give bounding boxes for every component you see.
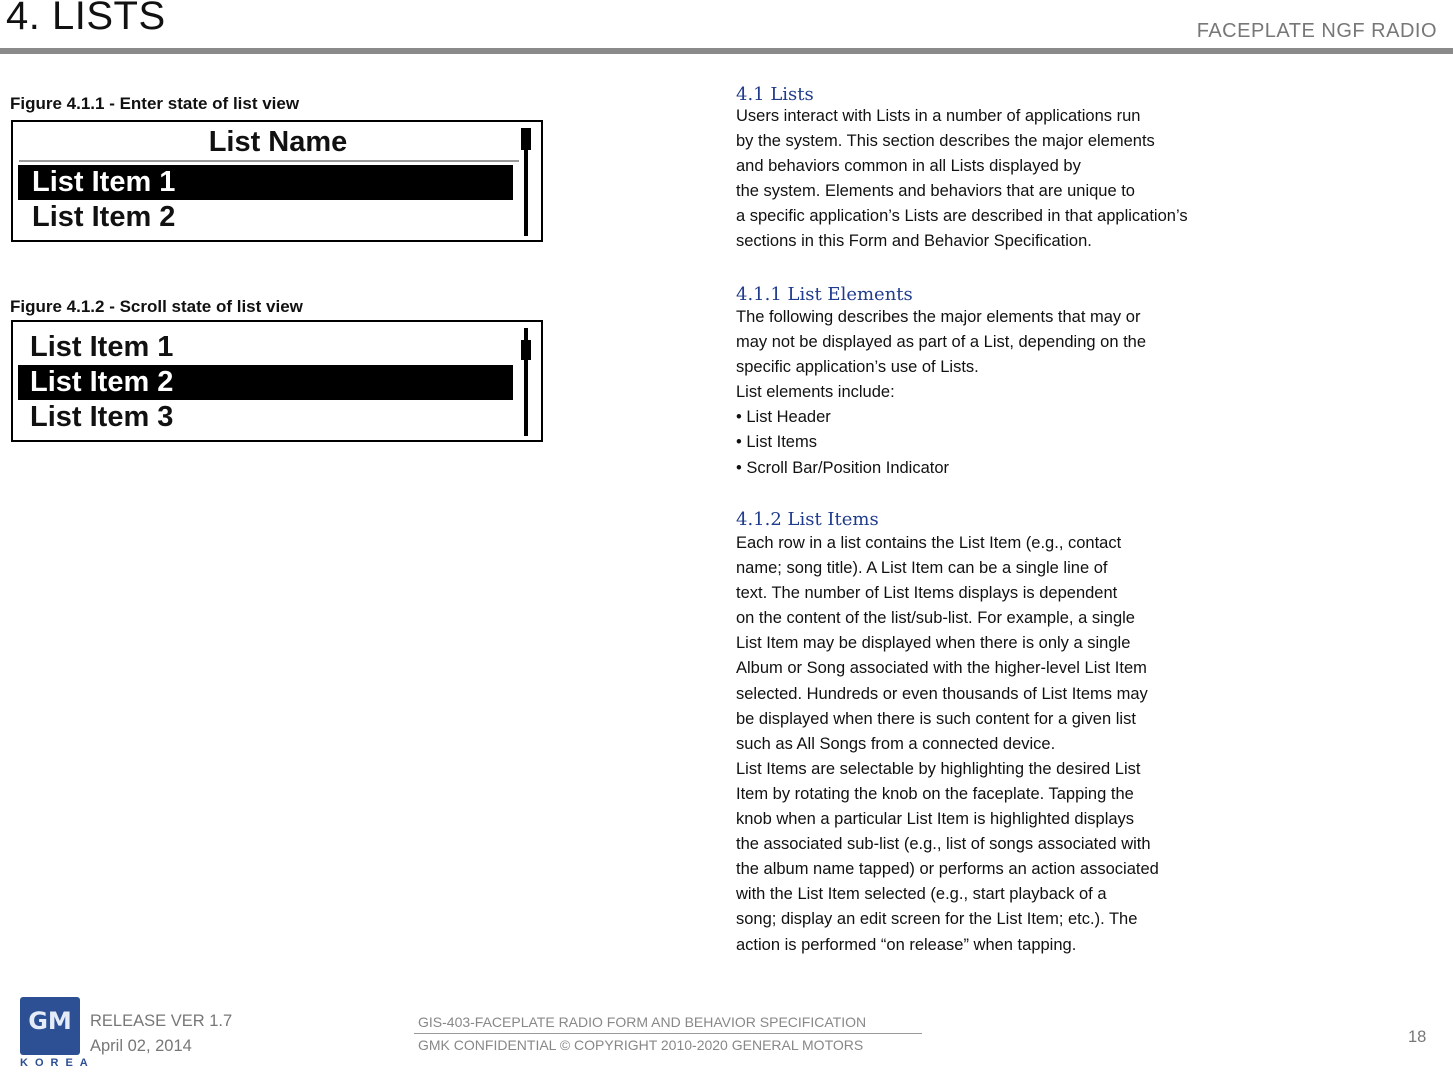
list-item-selected[interactable] bbox=[18, 165, 513, 200]
scroll-position-indicator[interactable] bbox=[521, 128, 531, 150]
document-id: GIS-403-FACEPLATE RADIO FORM AND BEHAVIOR SPECIFICATION bbox=[418, 1014, 867, 1030]
text-line: text. The number of List Items displays is dependent bbox=[736, 584, 1118, 603]
list-item-label: List Item 3 bbox=[30, 401, 174, 433]
figure-1-caption: Figure 4.1.1 - Enter state of list view bbox=[10, 94, 300, 113]
header-divider bbox=[0, 48, 1453, 54]
list-item-label: List Item 1 bbox=[30, 331, 174, 363]
text-line: action is performed “on release” when tapping. bbox=[736, 935, 1077, 954]
section-body-lists bbox=[736, 104, 1188, 255]
list-item[interactable] bbox=[18, 200, 513, 235]
logo-letters: GM bbox=[28, 1007, 72, 1035]
bullet-item: • Scroll Bar/Position Indicator bbox=[736, 458, 950, 477]
text-line: such as All Songs from a connected device. bbox=[736, 734, 1056, 753]
list-item-label: List Item 1 bbox=[32, 166, 176, 198]
section-heading-list-items: 4.1.2 List Items bbox=[736, 509, 879, 530]
text-line: a specific application’s Lists are described in that application’s bbox=[736, 207, 1188, 226]
document-header-label: FACEPLATE NGF RADIO bbox=[1196, 20, 1437, 42]
text-line: Album or Song associated with the higher-level List Item bbox=[736, 659, 1147, 678]
text-line: the system. Elements and behaviors that are unique to bbox=[736, 182, 1135, 201]
text-line: on the content of the list/sub-list. For example, a single bbox=[736, 609, 1135, 628]
list-item[interactable] bbox=[18, 330, 513, 365]
figure-2-caption: Figure 4.1.2 - Scroll state of list view bbox=[10, 297, 303, 316]
logo-subtitle: KOREA bbox=[20, 1057, 95, 1069]
figure-1-list-view bbox=[11, 120, 543, 242]
text-line: the associated sub-list (e.g., list of songs associated with bbox=[736, 835, 1151, 854]
text-line: name; song title). A List Item can be a single line of bbox=[736, 559, 1108, 578]
text-line: be displayed when there is such content for a given list bbox=[736, 709, 1136, 728]
text-line: List Items are selectable by highlighting the desired List bbox=[736, 759, 1141, 778]
text-line: knob when a particular List Item is highlighted displays bbox=[736, 810, 1135, 829]
text-line: List elements include: bbox=[736, 383, 895, 402]
release-date: April 02, 2014 bbox=[90, 1037, 192, 1055]
header-underline bbox=[19, 160, 519, 162]
text-line: Each row in a list contains the List Item (e.g., contact bbox=[736, 534, 1122, 552]
section-body-list-items bbox=[736, 531, 1159, 958]
figure-2-list-view bbox=[11, 320, 543, 442]
page-number: 18 bbox=[1408, 1028, 1427, 1046]
section-heading-list-elements: 4.1.1 List Elements bbox=[736, 284, 913, 305]
text-line: the album name tapped) or performs an action associated bbox=[736, 860, 1159, 879]
text-line: with the List Item selected (e.g., start playback of a bbox=[736, 885, 1107, 904]
confidential-notice: GMK CONFIDENTIAL © COPYRIGHT 2010-2020 GENERAL MOTORS bbox=[418, 1037, 864, 1053]
list-item-label: List Item 2 bbox=[30, 366, 174, 398]
text-line: specific application’s use of Lists. bbox=[736, 358, 979, 377]
list-item-label: List Item 2 bbox=[32, 201, 176, 233]
list-item-selected[interactable] bbox=[18, 365, 513, 400]
text-line: and behaviors common in all Lists displayed by bbox=[736, 157, 1081, 176]
section-heading-lists: 4.1 Lists bbox=[736, 84, 814, 105]
footer-divider bbox=[414, 1033, 922, 1034]
bullet-item: • List Items bbox=[736, 433, 817, 452]
text-line: sections in this Form and Behavior Specification. bbox=[736, 232, 1092, 251]
text-line: Item by rotating the knob on the faceplate. Tapping the bbox=[736, 784, 1134, 803]
list-item[interactable] bbox=[18, 400, 513, 435]
text-line: The following describes the major elements that may or bbox=[736, 308, 1141, 326]
text-line: Users interact with Lists in a number of applications run bbox=[736, 107, 1141, 125]
list-header: List Name bbox=[208, 126, 348, 158]
release-version: RELEASE VER 1.7 bbox=[90, 1012, 233, 1030]
scroll-position-indicator[interactable] bbox=[521, 340, 531, 360]
text-line: may not be displayed as part of a List, depending on the bbox=[736, 333, 1147, 352]
text-line: by the system. This section describes the major elements bbox=[736, 132, 1155, 151]
text-line: List Item may be displayed when there is only a single bbox=[736, 634, 1131, 653]
page-title: 4. LISTS bbox=[6, 0, 166, 38]
bullet-item: • List Header bbox=[736, 408, 831, 427]
text-line: song; display an edit screen for the List Item; etc.). The bbox=[736, 910, 1138, 929]
gm-logo bbox=[20, 997, 80, 1055]
section-body-list-elements bbox=[736, 305, 1146, 481]
text-line: selected. Hundreds or even thousands of List Items may bbox=[736, 684, 1148, 703]
